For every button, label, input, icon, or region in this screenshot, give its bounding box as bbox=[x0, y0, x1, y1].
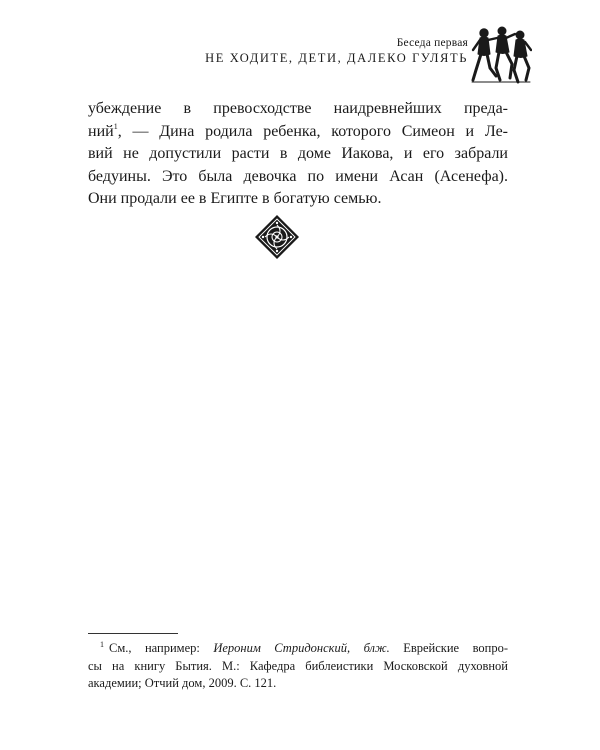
text-line: Они продали ее в Египте в богатую семью. bbox=[88, 190, 382, 207]
running-head bbox=[205, 36, 468, 66]
dancing-figures-engraving-icon bbox=[470, 24, 532, 84]
footnote-mark: 1 bbox=[100, 640, 104, 649]
footnote-separator bbox=[88, 633, 178, 634]
text-fragment: , — Дина родила ребенка, которого Симеон и Ле- bbox=[117, 122, 508, 140]
footnote-prefix: См., например: bbox=[109, 641, 214, 655]
text-line: бедуины. Это была девочка по имени Асан (Асенефа). bbox=[88, 167, 508, 185]
running-head-title: НЕ ХОДИТЕ, ДЕТИ, ДАЛЕКО ГУЛЯТЬ bbox=[205, 51, 468, 65]
text-line: вий не допустили расти в доме Иакова, и его забрали bbox=[88, 145, 508, 162]
footnote-reference[interactable]: 1 bbox=[113, 121, 118, 131]
footnote-line: сы на книгу Бытия. М.: Кафедра библеистики Московской духовной bbox=[88, 658, 508, 673]
body-text bbox=[88, 98, 508, 211]
footnote-rest: Еврейские вопро- bbox=[389, 641, 508, 655]
text-line: убеждение в превосходстве наидревнейших преда- bbox=[88, 100, 508, 117]
text-fragment: ний bbox=[88, 122, 114, 140]
diamond-knot-ornament-icon bbox=[254, 214, 300, 260]
footnote-line bbox=[88, 640, 508, 658]
footnote bbox=[88, 640, 508, 693]
footnote-author: Иероним Стридонский, блж. bbox=[213, 641, 390, 655]
running-head-section: Беседа первая bbox=[396, 37, 468, 49]
text-line bbox=[88, 121, 508, 144]
footnote-line: академии; Отчий дом, 2009. С. 121. bbox=[88, 676, 277, 690]
